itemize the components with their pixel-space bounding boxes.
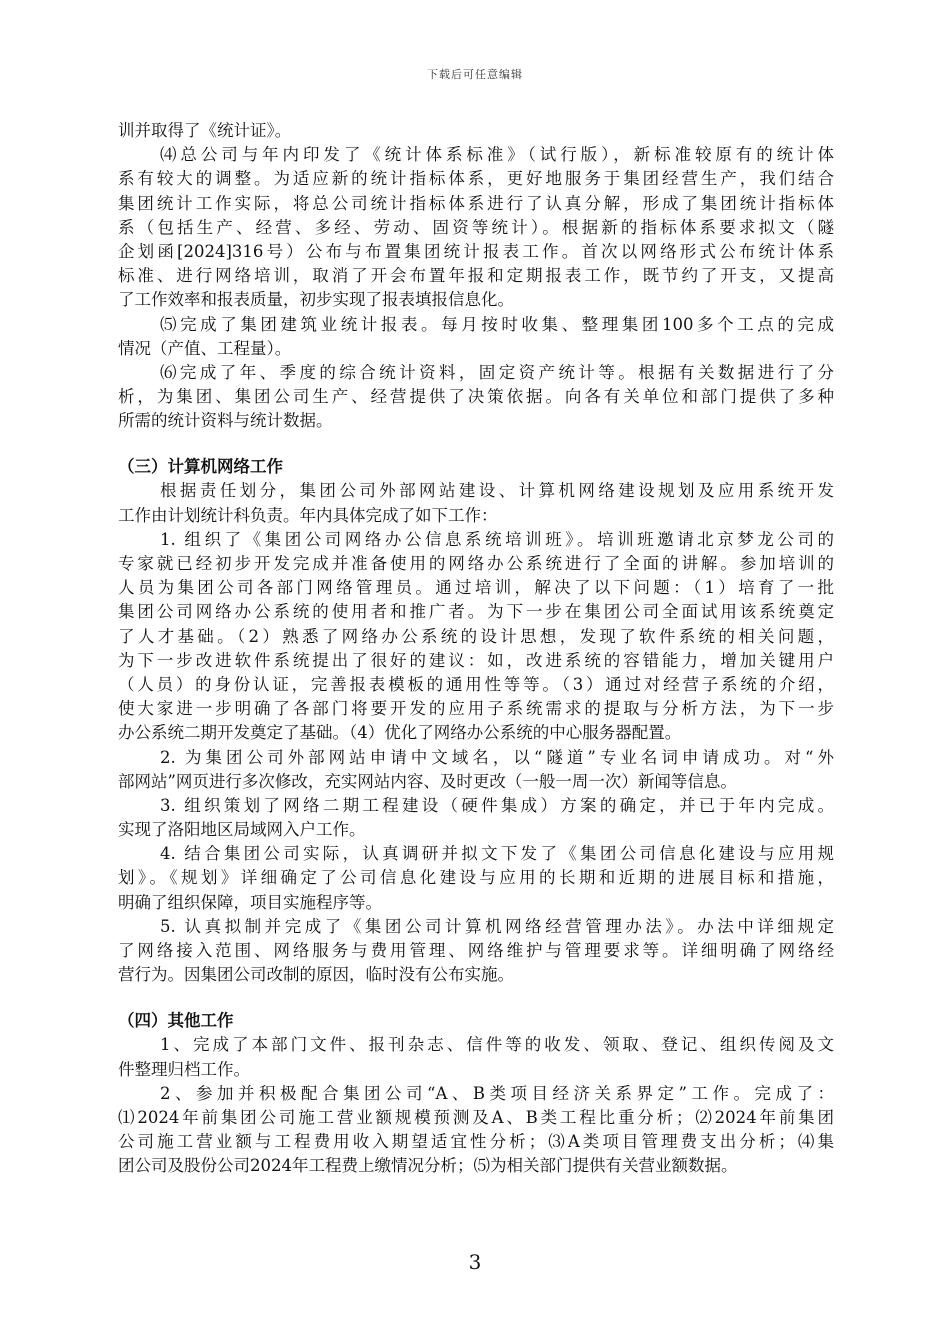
text-line: 部网站”网页进行多次修改，充实网站内容、及时更改（一般一周一次）新闻等信息。 — [118, 771, 737, 791]
text-line: 企划函[2024]316号）公布与布置集团统计报表工作。首次以网络形式公布统计体系 — [118, 241, 834, 261]
paragraph — [118, 1082, 834, 1179]
document-body — [118, 119, 834, 1179]
text-line: 了人才基础。（2）熟悉了网络办公系统的设计思想，发现了软件系统的相关问题， — [118, 626, 834, 646]
text-line: 了工作效率和报表质量，初步实现了报表填报信息化。 — [118, 290, 514, 310]
section-heading: （三）计算机网络工作 — [118, 457, 283, 477]
text-line: 集团公司网络办公系统的使用者和推广者。为下一步在集团公司全面试用该系统奠定 — [118, 602, 834, 622]
text-line: 人员为集团公司各部门网络管理员。通过培训，解决了以下问题：（1）培育了一批 — [118, 578, 834, 598]
text-line: 5. 认真拟制并完成了《集团公司计算机网络经营管理办法》。办法中详细规定 — [160, 916, 834, 936]
paragraph — [118, 746, 834, 794]
text-line: 公司施工营业额与工程费用收入期望适宜性分析；⑶A类项目管理费支出分析；⑷集 — [118, 1132, 834, 1152]
text-line: 为下一步改进软件系统提出了很好的建议：如，改进系统的容错能力，增加关键用户 — [118, 650, 834, 670]
text-line: 情况（产值、工程量）。 — [118, 338, 292, 358]
text-line: 了网络接入范围、网络服务与费用管理、网络维护与管理要求等。详细明确了网络经 — [118, 941, 834, 960]
text-line: 所需的统计资料与统计数据。 — [118, 411, 333, 431]
text-line: 3. 组织策划了网络二期工程建设（硬件集成）方案的确定，并已于年内完成。 — [160, 795, 834, 815]
paragraph — [118, 361, 834, 434]
text-line: ⑴2024年前集团公司施工营业额规模预测及A、B类工程比重分析；⑵2024年前集团 — [118, 1107, 834, 1127]
text-line: 4. 结合集团公司实际，认真调研并拟文下发了《集团公司信息化建设与应用规 — [160, 844, 834, 864]
text-line: 析，为集团、集团公司生产、经营提供了决策依据。向各有关单位和部门提供了多种 — [118, 387, 834, 407]
text-line: 标准、进行网络培训，取消了开会布置年报和定期报表工作，既节约了开支，又提高 — [118, 266, 834, 286]
page-header: 下载后可任意编辑 — [427, 68, 523, 81]
paragraph — [118, 313, 834, 361]
text-line: 系（包括生产、经营、多经、劳动、固资等统计）。根据新的指标体系要求拟文（隧 — [118, 217, 834, 237]
text-line: 办公系统二期开发奠定了基础。（4）优化了网络办公系统的中心服务器配置。 — [118, 723, 682, 743]
text-line: 1. 组织了《集团公司网络办公信息系统培训班》。培训班邀请北京梦龙公司的 — [160, 529, 834, 549]
page-number: 3 — [468, 1250, 482, 1274]
text-line: 明确了组织保障，项目实施程序等。 — [118, 892, 382, 912]
section-heading: （四）其他工作 — [118, 1011, 234, 1031]
text-line: ⑹完成了年、季度的综合统计资料，固定资产统计等。根据有关数据进行了分 — [160, 362, 834, 382]
text-line: 件整理归档工作。 — [118, 1059, 250, 1079]
text-line: 使大家进一步明确了各部门将要开发的应用子系统需求的提取与分析方法，为下一步 — [118, 699, 834, 719]
paragraph — [118, 1033, 834, 1081]
text-line: 划》。《规划》详细确定了公司信息化建设与应用的长期和近期的进展目标和措施， — [118, 868, 834, 888]
text-line: 2. 为集团公司外部网站申请中文域名，以“隧道”专业名词申请成功。对“外 — [160, 747, 834, 767]
paragraph — [118, 528, 834, 746]
paragraph — [118, 479, 834, 527]
text-line: （人员）的身份认证，完善报表模板的通用性等等。（3）通过对经营子系统的介绍， — [118, 674, 834, 694]
text-line: 1、完成了本部门文件、报刊杂志、信件等的收发、领取、登记、组织传阅及文 — [160, 1035, 834, 1055]
section-gap — [118, 433, 834, 454]
text-line: 训并取得了《统计证》。 — [118, 121, 292, 140]
paragraph — [118, 143, 834, 312]
text-line: 营行为。因集团公司改制的原因，临时没有公布实施。 — [118, 965, 514, 985]
text-line: 系有较大的调整。为适应新的统计指标体系，更好地服务于集团经营生产，我们结合 — [118, 169, 834, 189]
text-line: ⑸完成了集团建筑业统计报表。每月按时收集、整理集团100多个工点的完成 — [160, 314, 834, 334]
section-gap — [118, 987, 834, 1008]
text-line: 团公司及股份公司2024年工程费上缴情况分析；⑸为相关部门提供有关营业额数据。 — [118, 1156, 738, 1176]
text-line: 工作由计划统计科负责。年内具体完成了如下工作： — [118, 505, 498, 525]
paragraph — [118, 794, 834, 842]
text-line: 集团统计工作实际，将总公司统计指标体系进行了认真分解，形成了集团统计指标体 — [118, 193, 834, 213]
paragraph — [118, 842, 834, 915]
text-line: 根据责任划分，集团公司外部网站建设、计算机网络建设规划及应用系统开发 — [160, 481, 834, 501]
text-line: ⑷总公司与年内印发了《统计体系标准》（试行版），新标准较原有的统计体 — [160, 145, 834, 165]
paragraph — [118, 119, 834, 143]
text-line: 实现了洛阳地区局域网入户工作。 — [118, 820, 366, 840]
paragraph — [118, 915, 834, 988]
text-line: 2、参加并积极配合集团公司“A、B类项目经济关系界定”工作。完成了： — [160, 1083, 834, 1103]
text-line: 专家就已经初步开发完成并准备使用的网络办公系统进行了全面的讲解。参加培训的 — [118, 554, 834, 573]
